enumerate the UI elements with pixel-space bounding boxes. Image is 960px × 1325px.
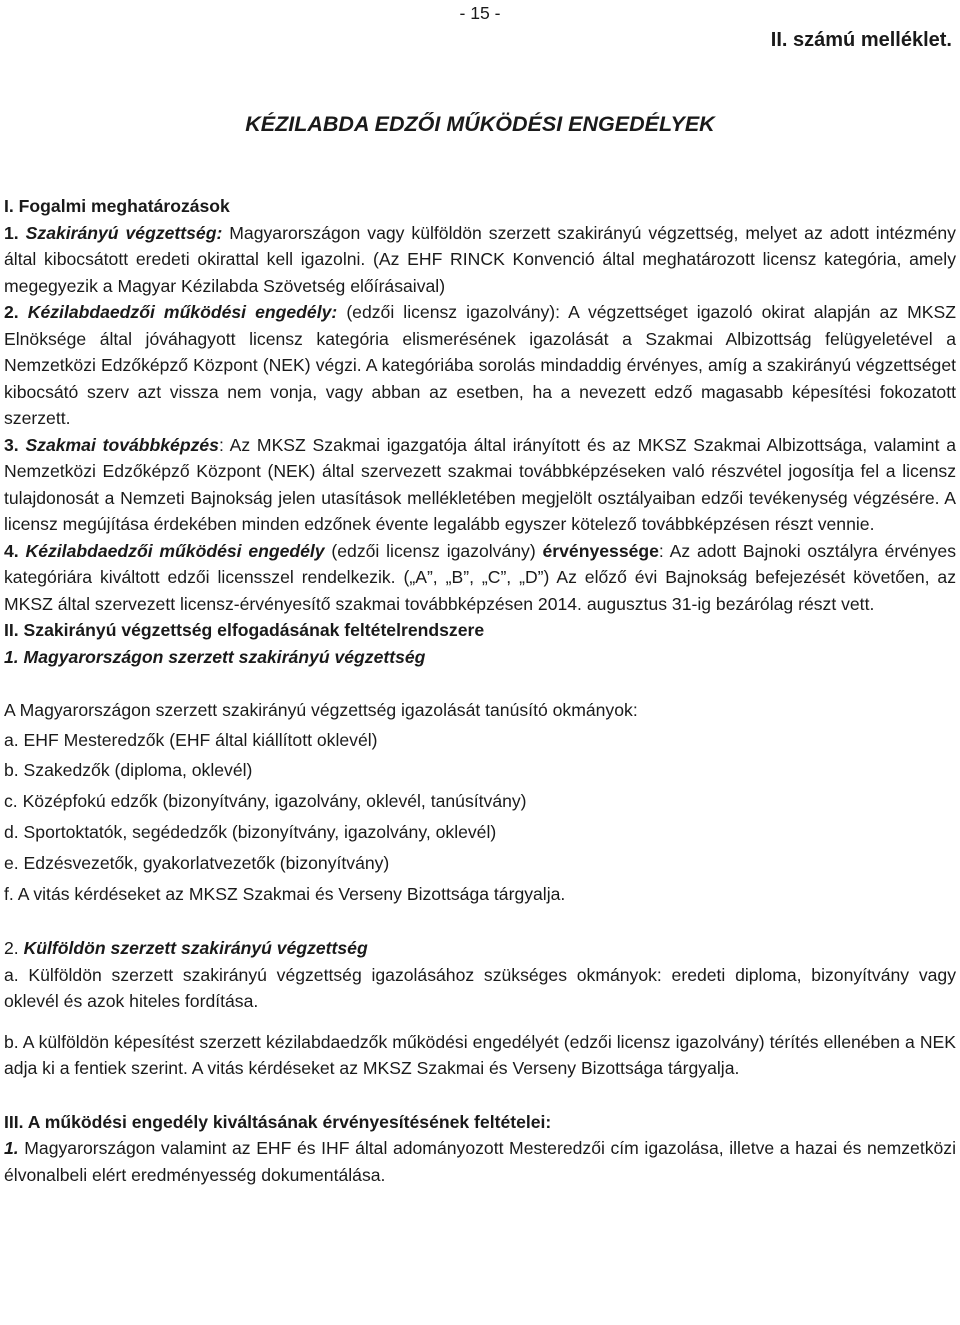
definition-3 xyxy=(4,432,956,538)
document-title: KÉZILABDA EDZŐI MŰKÖDÉSI ENGEDÉLYEK xyxy=(245,112,715,136)
definition-1-term: Szakirányú végzettség: xyxy=(25,222,223,243)
document-list-item-d: d. Sportoktatók, segédedzők (bizonyítvány, igazolvány, oklevél) xyxy=(4,822,497,842)
spacer xyxy=(4,670,956,696)
document-list-item-c: c. Középfokú edzők (bizonyítvány, igazolvány, oklevél, tanúsítvány) xyxy=(4,791,527,811)
definition-2 xyxy=(4,299,956,432)
subsection-2-1-intro: A Magyarországon szerzett szakirányú végzettség igazolását tanúsító okmányok: xyxy=(4,700,638,720)
definition-3-term: Szakmai továbbképzés xyxy=(25,434,219,455)
document-list-item-a: a. EHF Mesteredzők (EHF által kiállított oklevél) xyxy=(4,730,378,750)
definition-4-mid: (edzői licensz igazolvány) xyxy=(331,540,536,561)
section-3-item-1-text: Magyarországon valamint az EHF és IHF által adományozott Mesteredzői cím igazolása, illetve a hazai és nemzetközi élvonalbeli elért eredményesség dokumentálása. xyxy=(4,1138,956,1185)
foreign-item-b: b. A külföldön képesítést szerzett kézilabdaedzők működési engedélyét (edzői licensz igazolvány) térítés ellenében a NEK adja ki a fentiek szerint. A vitás kérdéseket az MKSZ Szakmai és Verseny Bizottsága tárgyalja. xyxy=(4,1031,956,1078)
definition-4-term: Kézilabdaedzői működési engedély xyxy=(25,540,325,561)
page-number: - 15 - xyxy=(459,3,501,23)
subsection-2-2-heading xyxy=(4,935,956,962)
subsection-2-1-heading: 1. Magyarországon szerzett szakirányú végzettség xyxy=(4,646,426,667)
definition-3-text: : Az MKSZ Szakmai igazgatója által irányított és az MKSZ Szakmai Albizottsága, valamint a Nemzetközi Edzőképző Központ (NEK) által szervezett szakmai továbbképzéseken való részvétel jogosítja fel a licensz tulajdonosát a Nemzeti Bajnokság jelen utasítások mellékletében megjelölt osztályaiban edzői tevékenység végzésére. A licensz megújítása érdekében minden edzőnek évente legalább egyszer kötelező továbbképzésen részt vennie. xyxy=(4,434,956,534)
definition-4-term2: érvényessége xyxy=(542,540,659,561)
definition-1-number: 1. xyxy=(4,222,19,243)
section-3-item-1 xyxy=(4,1135,956,1188)
definition-2-text: (edzői licensz igazolvány): A végzettséget igazoló okirat alapján az MKSZ Elnöksége által jóváhagyott licensz kategória elismerésének igazolását a Szakmai Albizottság felügyeletével a Nemzetközi Edzőképző Központ (NEK) végzi. A kategóriába sorolás mindaddig érvényes, amíg a szakirányú végzettséget kibocsátó szerv azt vissza nem vonja, vagy abban az esetben, ha a nevezett edző magasabb képesítési fokozatott szerzett. xyxy=(4,302,957,428)
section-2-heading: II. Szakirányú végzettség elfogadásának feltételrendszere xyxy=(4,620,485,640)
definition-4 xyxy=(4,538,956,618)
definition-1 xyxy=(4,220,956,300)
section-1-heading: I. Fogalmi meghatározások xyxy=(4,196,230,216)
definition-2-term: Kézilabdaedzői működési engedély: xyxy=(27,302,338,322)
definition-4-text: : Az adott Bajnoki osztályra érvényes kategóriára kiváltott edzői licensszel rendelkezik. („A”, „B”, „C”, „D”) Az előző évi Bajnokság befejezését követően, az MKSZ által szervezett licensz-érvényesítő szakmai továbbképzésen 2014. augusztus 31-ig bezárólag részt vett. xyxy=(4,540,957,614)
spacer xyxy=(4,1082,956,1109)
definition-2-number: 2. xyxy=(4,302,19,322)
document-list-item-b: b. Szakedzők (diploma, oklevél) xyxy=(4,760,253,780)
subsection-2-2-title: Külföldön szerzett szakirányú végzettség xyxy=(23,938,368,958)
document-list-item-f: f. A vitás kérdéseket az MKSZ Szakmai és Verseny Bizottsága tárgyalja. xyxy=(4,884,566,904)
section-3-item-1-number: 1. xyxy=(4,1138,19,1158)
document-body xyxy=(4,193,956,1188)
section-3-heading: III. A működési engedély kiváltásának érvényesítésének feltételei: xyxy=(4,1111,552,1132)
annex-title: II. számú melléklet. xyxy=(770,29,952,51)
definition-4-number: 4. xyxy=(4,540,19,561)
spacer xyxy=(4,1015,956,1029)
foreign-item-a: a. Külföldön szerzett szakirányú végzettség igazolásához szükséges okmányok: eredeti diploma, bizonyítvány vagy oklevél és azok hiteles fordítása. xyxy=(4,964,956,1011)
definition-1-text: Magyarországon vagy külföldön szerzett szakirányú végzettség, melyet az adott intézmény által kibocsátott eredeti okirattal kell igazolni. (Az EHF RINCK Konvenció által meghatározott licensz kategória, amely megegyezik a Magyar Kézilabda Szövetség előírásaival) xyxy=(4,222,956,296)
subsection-2-2-number: 2. xyxy=(4,938,19,958)
document-list-item-e: e. Edzésvezetők, gyakorlatvezetők (bizonyítvány) xyxy=(4,853,390,873)
spacer xyxy=(4,910,956,935)
definition-3-number: 3. xyxy=(4,434,19,455)
